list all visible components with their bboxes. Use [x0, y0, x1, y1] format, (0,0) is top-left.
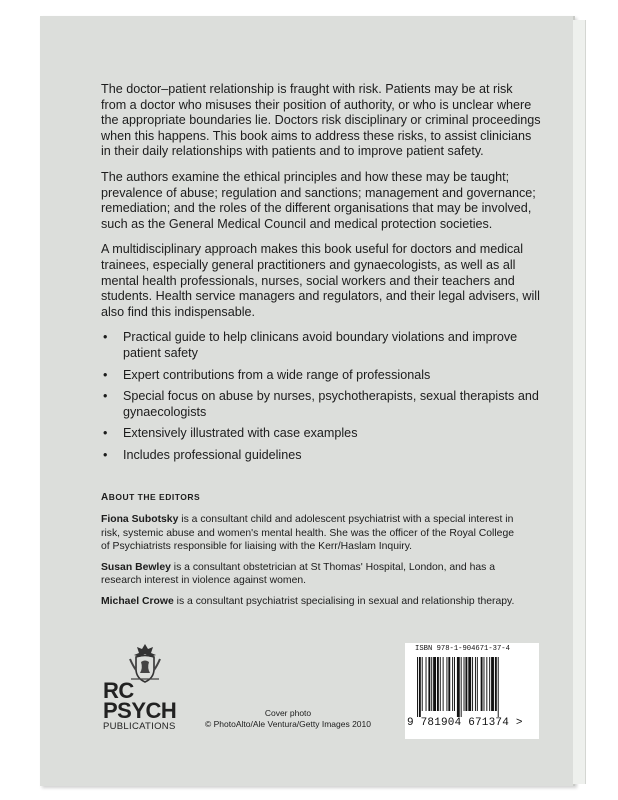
bullet-icon: •	[103, 447, 108, 462]
feature-text: Practical guide to help clinicans avoid boundary violations and improve patient safety	[123, 330, 518, 360]
feature-item	[101, 448, 541, 464]
editor-name: Susan Bewley	[101, 561, 171, 573]
bullet-icon: •	[103, 426, 108, 441]
blurb-paragraph-3: A multidisciplinary approach makes this book useful for doctors and medical trainees, especially general practitioners and gynaecologists, as well as all mental health professionals, nurses, social workers and their teachers and students. Health service managers and regulators, and their legal advisers, will also find this indispensable.	[101, 242, 540, 319]
bullet-icon: •	[103, 367, 108, 382]
feature-text: Includes professional guidelines	[123, 447, 302, 462]
publisher-name-publications: PUBLICATIONS	[103, 721, 176, 732]
editor-description: is a consultant child and adolescent psychiatrist with a special interest in risk, systemic abuse and women's mental health. She was the officer of the Royal College of Psychiatrists responsible for liaising with the Kerr/Haslam Inquiry.	[101, 514, 515, 552]
barcode-digits: 9 781904 671374 >	[407, 717, 523, 729]
editor-description: is a consultant psychiatrist specialising in sexual and relationship therapy.	[173, 595, 515, 607]
publisher-name-rc: RC	[103, 678, 134, 703]
editor-bio	[101, 513, 521, 554]
editor-name: Fiona Subotsky	[101, 514, 179, 525]
cover-photo-label: Cover photo	[264, 708, 312, 718]
barcode-bars	[417, 657, 529, 717]
bullet-icon: •	[103, 389, 108, 404]
feature-item	[101, 330, 541, 361]
blurb-paragraph-2: The authors examine the ethical principles and how these may be taught; prevalence of abuse; regulation and sanctions; management and governance; remediation; and the roles of the different organisations that may be involved, such as the General Medical Council and medical protection societies.	[101, 169, 536, 231]
feature-text: Extensively illustrated with case examples	[123, 426, 358, 441]
editor-bio	[101, 561, 521, 588]
about-editors-section	[101, 492, 521, 615]
publisher-logo	[103, 642, 183, 732]
editor-description: is a consultant obstetrician at St Thomas' Hospital, London, and has a research interest in violence against women.	[101, 561, 495, 586]
publisher-name-psych: PSYCH	[103, 698, 177, 723]
barcode-block	[405, 643, 539, 739]
feature-item	[101, 368, 541, 384]
feature-text: Expert contributions from a wide range of professionals	[123, 367, 431, 382]
book-spine-edge	[573, 20, 586, 784]
feature-item	[101, 426, 541, 442]
feature-list	[101, 330, 541, 463]
about-editors-heading: ABOUT THE EDITORS	[101, 492, 201, 503]
cover-photo-copyright: © PhotoAlto/Ale Ventura/Getty Images 2010	[205, 719, 371, 729]
editor-bio	[101, 595, 521, 609]
cover-photo-credit	[203, 708, 373, 730]
editor-name: Michael Crowe	[101, 595, 174, 607]
feature-text: Special focus on abuse by nurses, psychotherapists, sexual therapists and gynaecologists	[123, 389, 539, 419]
feature-item	[101, 389, 541, 420]
bullet-icon: •	[103, 330, 108, 345]
isbn-label: ISBN 978-1-904671-37-4	[415, 645, 510, 653]
blurb-section	[101, 82, 541, 469]
blurb-paragraph-1: The doctor–patient relationship is fraught with risk. Patients may be at risk from a doctor who misuses their position of authority, or who is unclear where the appropriate boundaries lie. Doctors risk disciplinary or criminal proceedings when this happens. This book aims to address these risks, to assist clinicians in their daily relationships with patients and to improve patient safety.	[101, 82, 541, 159]
